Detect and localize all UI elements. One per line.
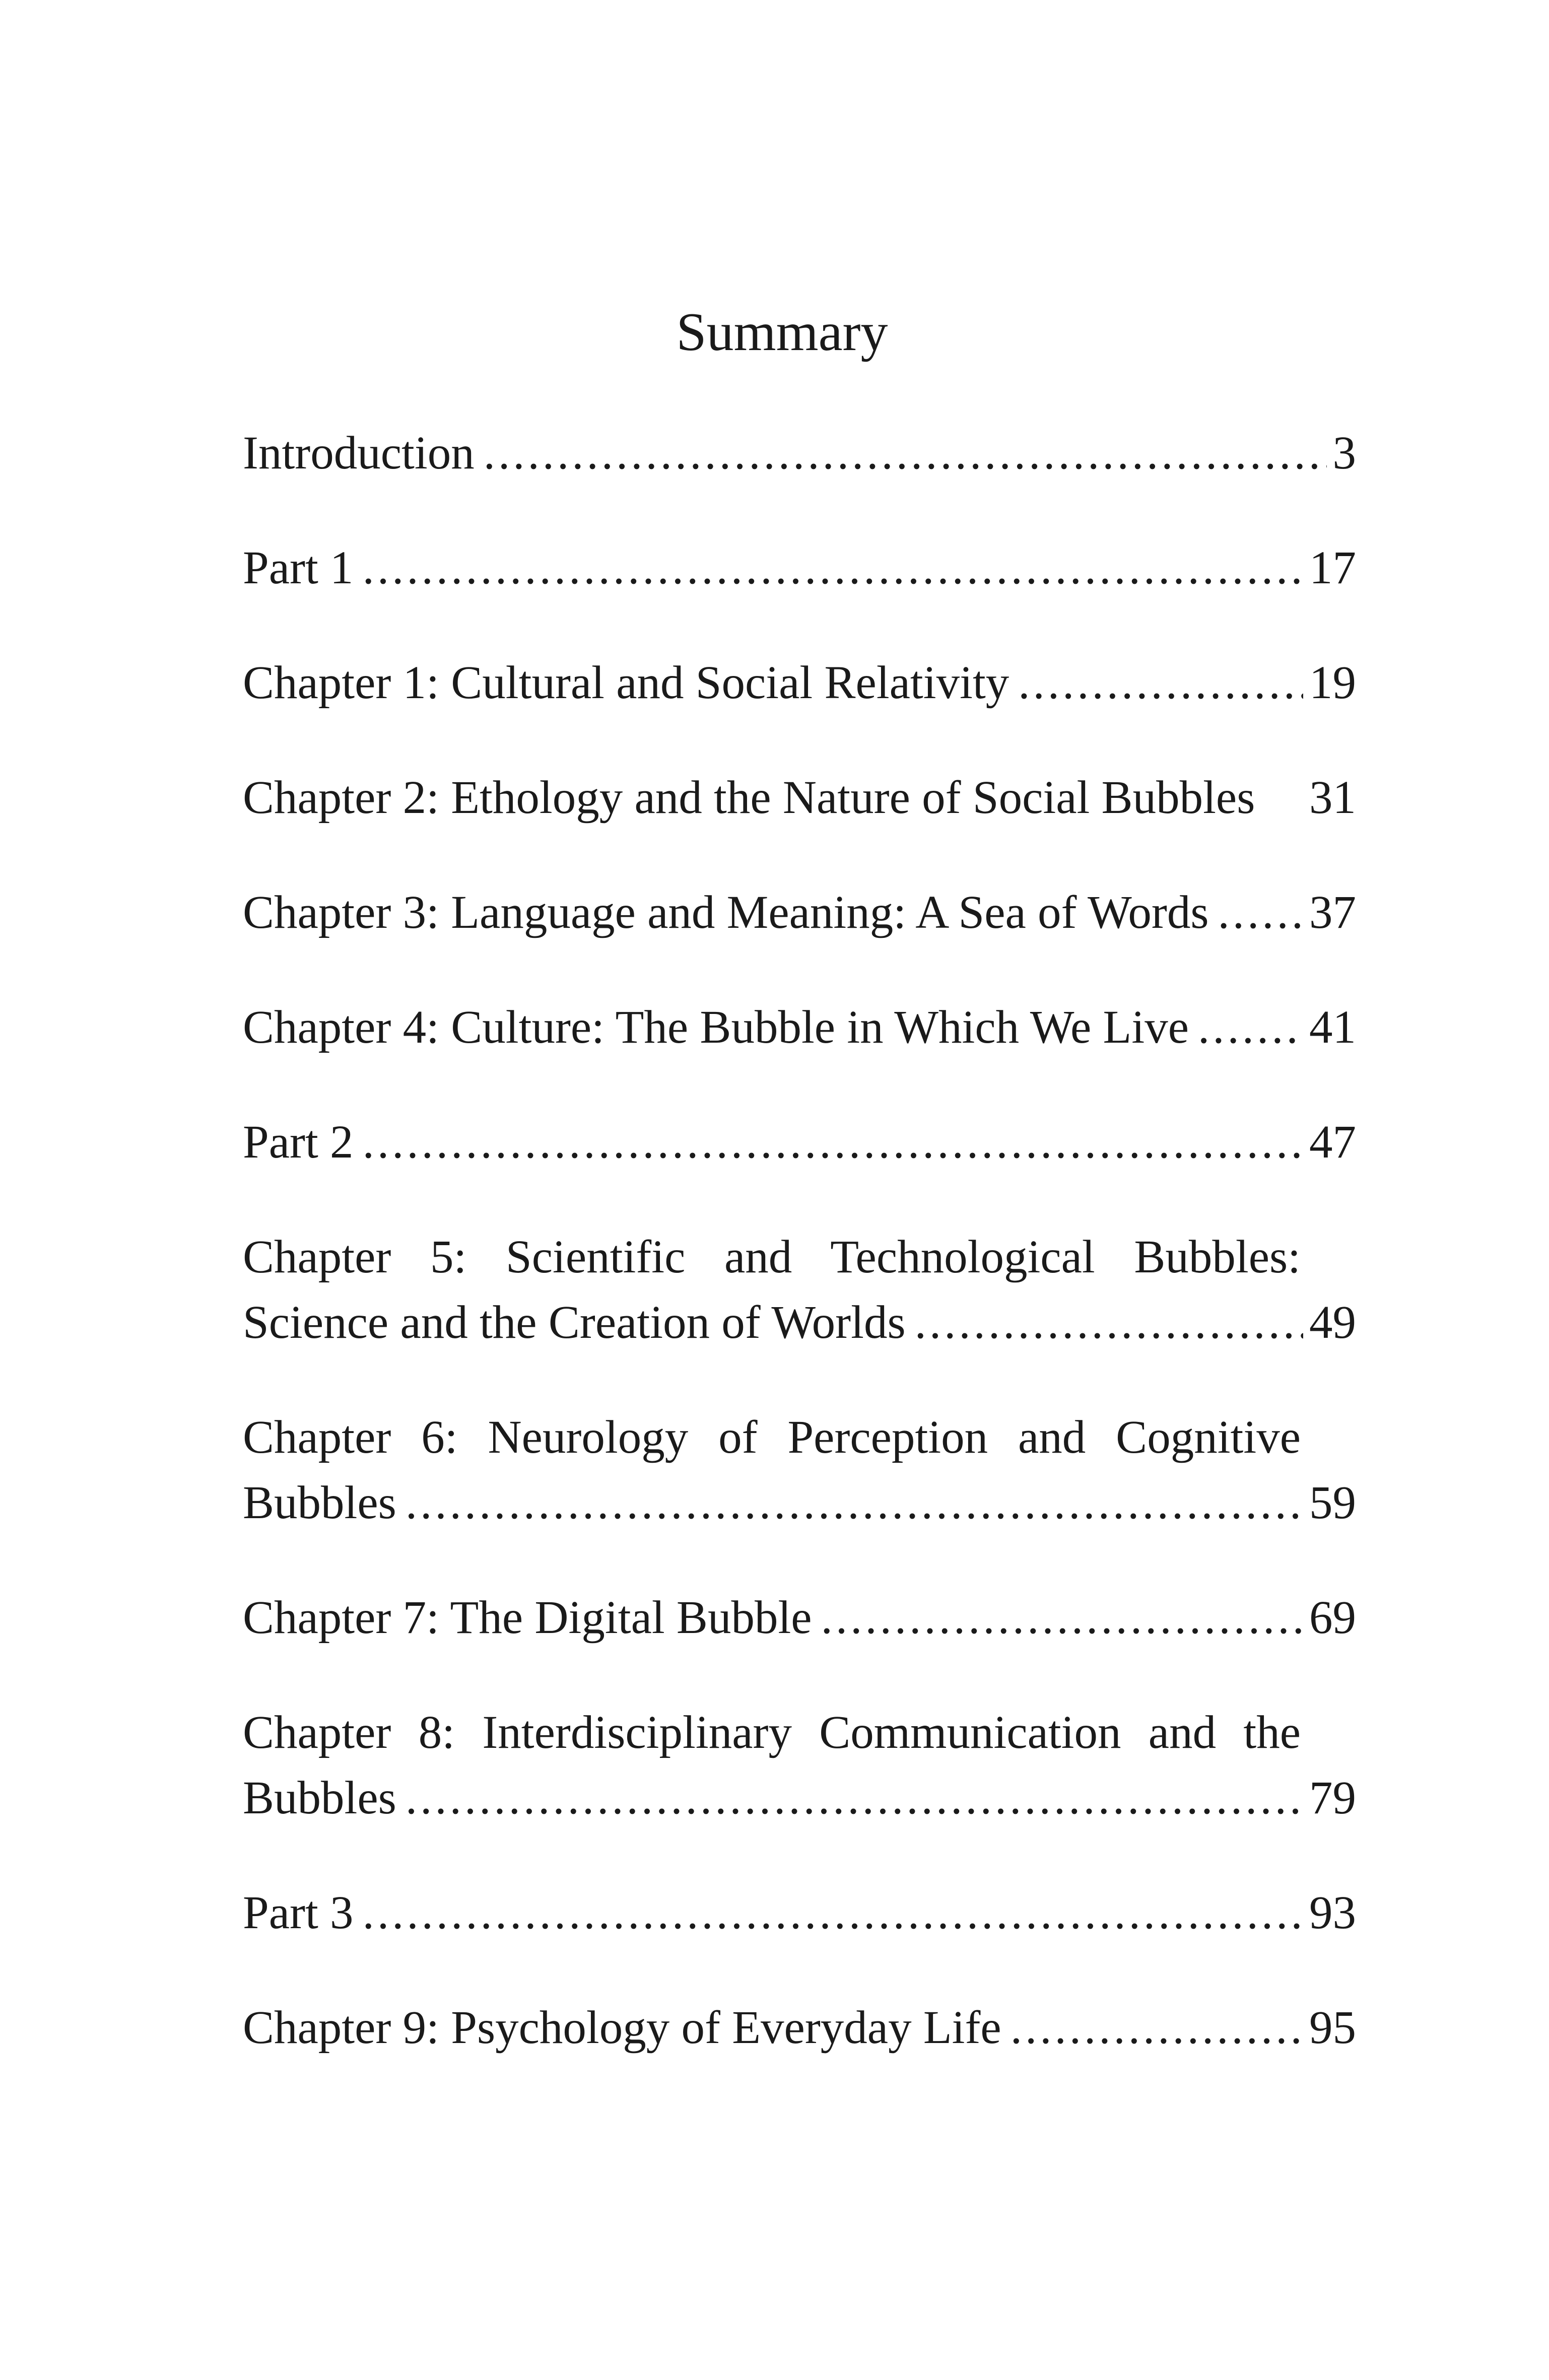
page-title: Summary — [676, 302, 888, 362]
toc-entry-chapter-6 — [243, 1405, 1356, 1536]
dot-leader — [915, 1290, 1303, 1355]
toc-page-number: 41 — [1309, 1001, 1356, 1053]
toc-entry-text: Chapter 9: Psychology of Everyday Life — [243, 2002, 1001, 2054]
toc-page-number: 31 — [1309, 772, 1356, 824]
dot-leader — [484, 421, 1327, 486]
dot-leader — [406, 1470, 1303, 1536]
toc-entry-introduction — [243, 421, 1356, 486]
dot-leader — [406, 1765, 1303, 1831]
toc-page-number: 47 — [1309, 1116, 1356, 1168]
toc-entry-text: Chapter 1: Cultural and Social Relativity — [243, 657, 1009, 709]
toc-entry-part-2 — [243, 1110, 1356, 1175]
toc-entry-text: Chapter 4: Culture: The Bubble in Which We Live — [243, 1001, 1189, 1053]
dot-leader — [363, 1880, 1303, 1946]
toc-page-number: 79 — [1309, 1772, 1356, 1824]
toc-entry-text-line2: Bubbles — [243, 1772, 396, 1824]
toc-entry-text-line1: Chapter 5: Scientific and Technological Bubbles: — [243, 1231, 1301, 1283]
toc-entry-text: Chapter 3: Language and Meaning: A Sea of Words — [243, 887, 1209, 938]
toc-page-number: 37 — [1309, 887, 1356, 938]
toc-entry-chapter-4 — [243, 995, 1356, 1060]
toc-entry-chapter-2 — [243, 765, 1356, 831]
toc-page-number: 17 — [1309, 542, 1356, 594]
toc-page-number: 59 — [1309, 1477, 1356, 1529]
toc-entry-chapter-5 — [243, 1225, 1356, 1355]
toc-page-number: 49 — [1309, 1297, 1356, 1348]
toc-entry-part-3 — [243, 1880, 1356, 1946]
toc-entry-text: Part 3 — [243, 1887, 354, 1939]
dot-leader — [363, 535, 1303, 601]
toc-entry-chapter-1 — [243, 650, 1356, 716]
toc-page-number: 95 — [1309, 2002, 1356, 2054]
dot-leader — [1218, 880, 1303, 945]
toc-page-number: 19 — [1309, 657, 1356, 709]
toc-entry-text-line1: Chapter 6: Neurology of Perception and Cognitive — [243, 1411, 1301, 1463]
toc-page-number: 69 — [1309, 1592, 1356, 1644]
toc-entry-chapter-3 — [243, 880, 1356, 945]
toc-entry-chapter-8 — [243, 1700, 1356, 1831]
toc-entry-text: Introduction — [243, 427, 475, 479]
toc-entry-chapter-7 — [243, 1585, 1356, 1651]
dot-leader — [1198, 995, 1303, 1060]
toc-entry-text: Part 1 — [243, 542, 354, 594]
toc-entry-text-line1: Chapter 8: Interdisciplinary Communication and the — [243, 1707, 1301, 1758]
toc-entry-text: Chapter 2: Ethology and the Nature of Social Bubbles — [243, 772, 1255, 824]
dot-leader — [821, 1585, 1303, 1651]
toc-entry-text: Part 2 — [243, 1116, 354, 1168]
toc-page-number: 3 — [1332, 427, 1356, 479]
toc-entry-text-line2: Science and the Creation of Worlds — [243, 1297, 906, 1348]
dot-leader — [1011, 1995, 1303, 2061]
toc-entry-text: Chapter 7: The Digital Bubble — [243, 1592, 812, 1644]
dot-leader — [1018, 650, 1303, 716]
toc-page-number: 93 — [1309, 1887, 1356, 1939]
toc-entry-part-1 — [243, 535, 1356, 601]
toc-entry-text-line2: Bubbles — [243, 1477, 396, 1529]
dot-leader — [363, 1110, 1303, 1175]
toc-entry-chapter-9 — [243, 1995, 1356, 2061]
